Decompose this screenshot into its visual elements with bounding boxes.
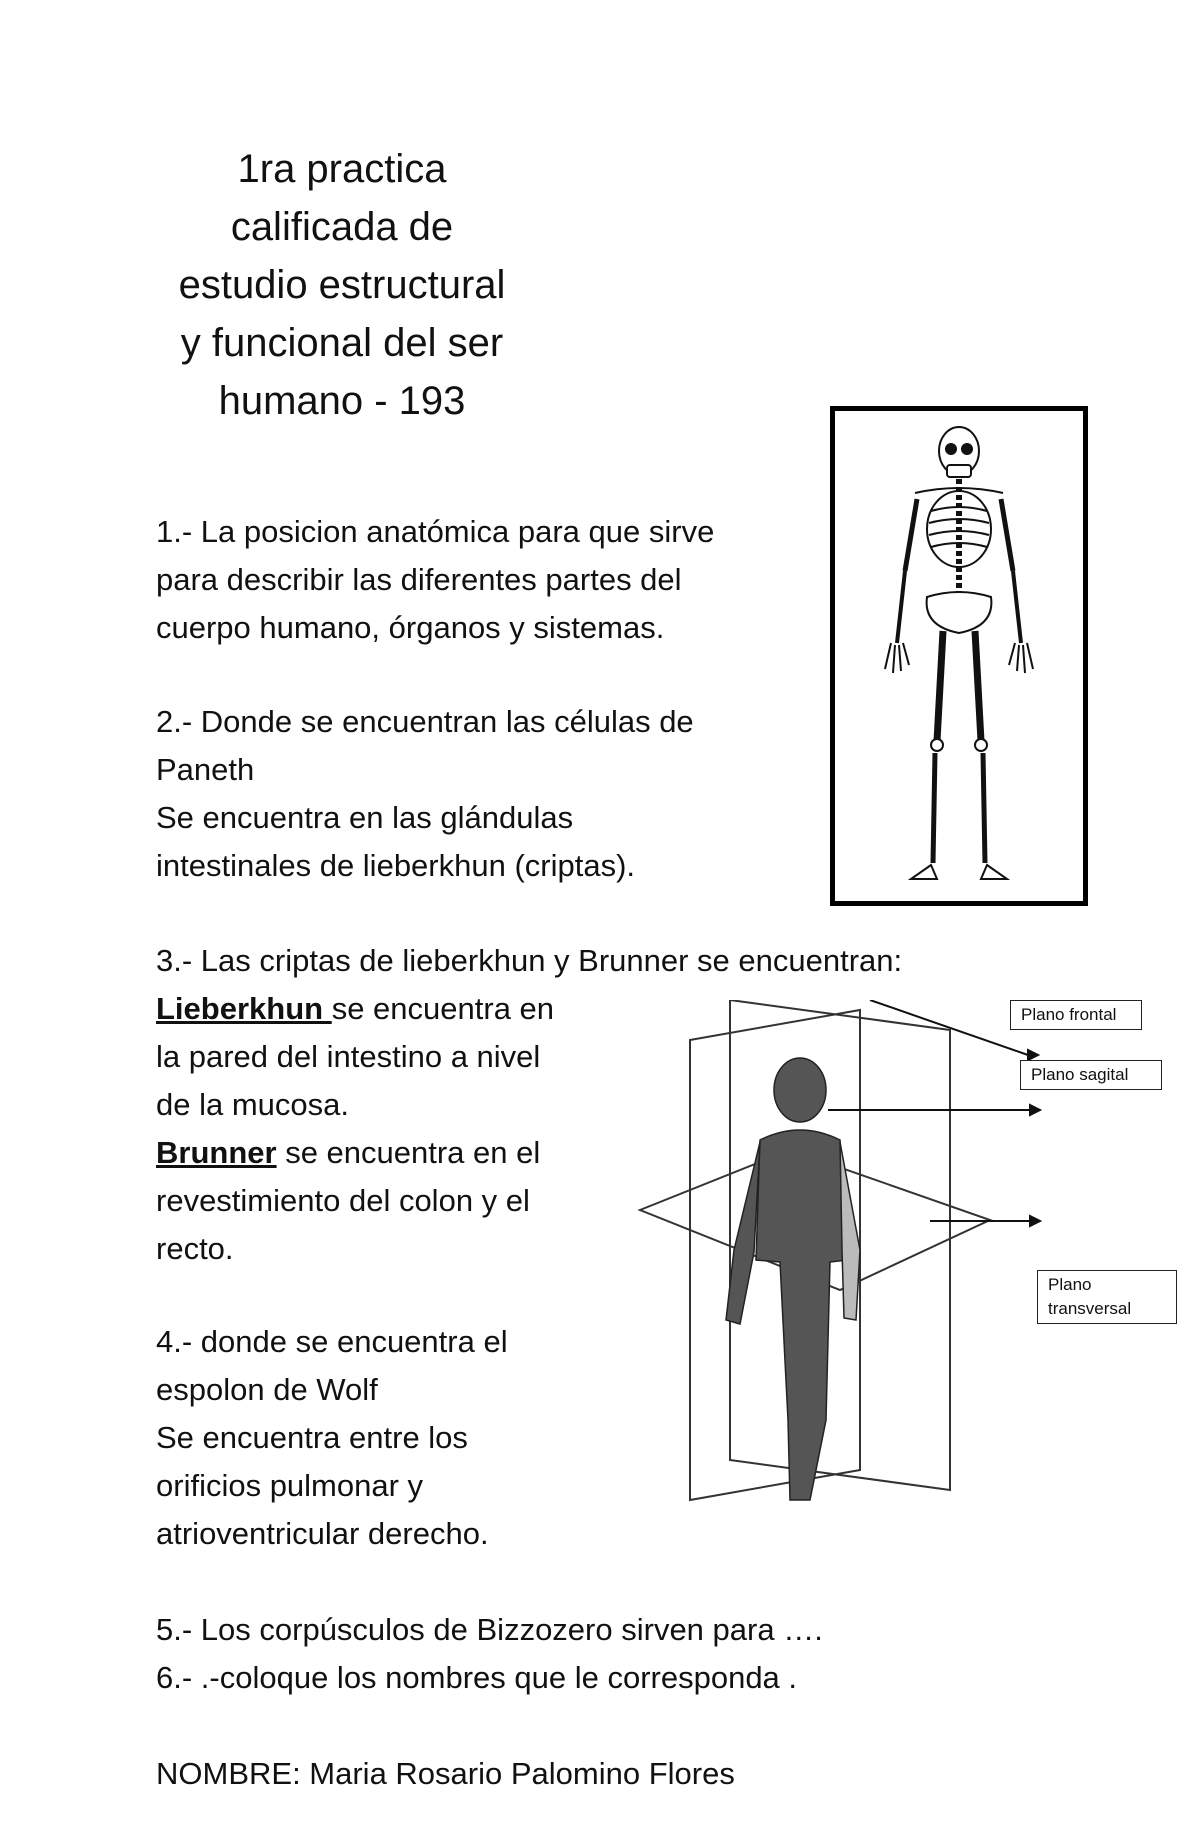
title-line: y funcional del ser bbox=[180, 321, 504, 365]
answer-text: se encuentra en el bbox=[276, 1135, 541, 1170]
term-lieberkhun: Lieberkhun bbox=[156, 991, 332, 1026]
question-1 bbox=[156, 508, 714, 652]
answer-line: de la mucosa. bbox=[156, 1087, 349, 1122]
answer-line: atrioventricular derecho. bbox=[156, 1516, 489, 1551]
question-5: 5.- Los corpúsculos de Bizzozero sirven para …. bbox=[156, 1612, 823, 1647]
question-4 bbox=[156, 1318, 508, 1558]
answer-line: Se encuentra entre los bbox=[156, 1420, 468, 1455]
question-line: 4.- donde se encuentra el bbox=[156, 1324, 508, 1359]
human-figure bbox=[726, 1058, 860, 1500]
title-line: humano - 193 bbox=[218, 379, 466, 423]
question-5-6 bbox=[156, 1606, 823, 1702]
jaw bbox=[947, 465, 971, 477]
label-text: transversal bbox=[1048, 1299, 1132, 1318]
skeleton-figure bbox=[830, 406, 1088, 906]
label-plano-transversal bbox=[1037, 1270, 1177, 1324]
eye-socket bbox=[946, 444, 956, 454]
term-brunner: Brunner bbox=[156, 1135, 277, 1170]
label-text: Plano bbox=[1048, 1275, 1092, 1294]
eye-socket bbox=[962, 444, 972, 454]
answer-line: Se encuentra en las glándulas bbox=[156, 800, 574, 835]
question-line: 2.- Donde se encuentran las células de bbox=[156, 704, 694, 739]
question-6: 6.- .-coloque los nombres que le corresponda . bbox=[156, 1660, 798, 1695]
question-line: para describir las diferentes partes del bbox=[156, 562, 682, 597]
answer-line: intestinales de lieberkhun (criptas). bbox=[156, 848, 636, 883]
answer-line: orificios pulmonar y bbox=[156, 1468, 424, 1503]
page-title bbox=[142, 140, 542, 430]
skeleton-illustration bbox=[835, 411, 1083, 901]
anatomical-planes-figure bbox=[630, 1000, 1190, 1510]
label-plano-sagital: Plano sagital bbox=[1020, 1060, 1162, 1090]
label-plano-frontal: Plano frontal bbox=[1010, 1000, 1142, 1030]
answer-line: recto. bbox=[156, 1231, 234, 1266]
answer-line: la pared del intestino a nivel bbox=[156, 1039, 541, 1074]
title-line: 1ra practica bbox=[237, 147, 447, 191]
title-line: calificada de bbox=[230, 205, 454, 249]
question-line: Paneth bbox=[156, 752, 255, 787]
question-line: espolon de Wolf bbox=[156, 1372, 378, 1407]
answer-line: revestimiento del colon y el bbox=[156, 1183, 530, 1218]
question-line: cuerpo humano, órganos y sistemas. bbox=[156, 610, 665, 645]
answer-text: se encuentra en bbox=[331, 991, 555, 1026]
pelvis bbox=[927, 592, 992, 633]
title-line: estudio estructural bbox=[178, 263, 506, 307]
question-line: 1.- La posicion anatómica para que sirve bbox=[156, 514, 715, 549]
question-2 bbox=[156, 698, 694, 890]
student-name: NOMBRE: Maria Rosario Palomino Flores bbox=[156, 1756, 735, 1791]
question-line: 3.- Las criptas de lieberkhun y Brunner se encuentran: bbox=[156, 943, 903, 978]
